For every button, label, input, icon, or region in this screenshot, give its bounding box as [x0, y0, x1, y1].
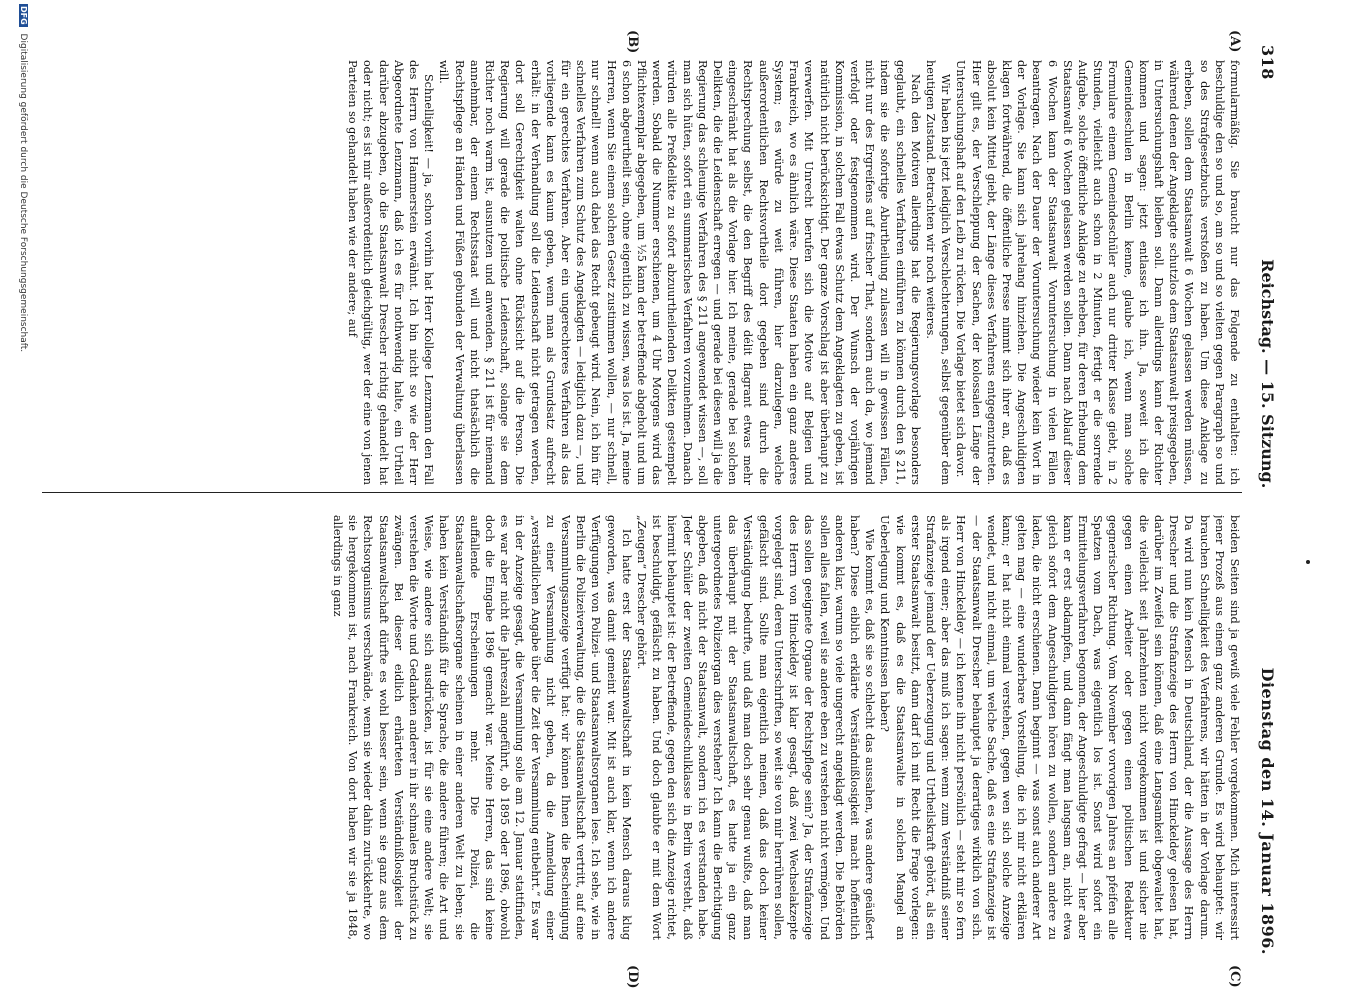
margin-marker-d: (D) [625, 965, 640, 989]
margin-marker-c: (C) [1227, 965, 1242, 988]
left-text-column [42, 60, 1242, 485]
credit-text: Digitalisierung gefördert durch die Deutsche Forschungsgemeinschaft. [18, 33, 28, 353]
page-date: Dienstag den 14. Januar 1896. [1258, 667, 1278, 955]
paragraph: Wir haben bis jetzt lediglich Verschlechterungen, selbst gegenüber dem heutigen Zustand. Betrachten wir noch weiteres. [923, 60, 953, 485]
page-title: Reichstag. — 15. Sitzung. [1258, 259, 1278, 489]
page-number: 318 [1258, 45, 1278, 80]
column-divider [42, 492, 1242, 493]
margin-marker-a: (A) [1227, 30, 1242, 53]
margin-marker-b: (B) [625, 30, 640, 54]
paragraph: formularmäßig. Sie braucht nur das Folgende zu enthalten: ich beschuldige den so und so, am so und so vielten gegen Paragraph so und so des Strafgesetzbuchs verstoßen zu haben. Um diese Anklage zu erheben, sollen dem Staatsanwalt 6 Wochen gelassen werden müssen, während denen der Angeklagte schutzlos dem Staatsanwalt preisgegeben, in Untersuchungshaft bleiben soll. Dann allerdings kann der Richter kommen und sagen: jetzt entlasse ich ihn. Ja, soweit ich die Gemeindeschulen in Berlin kenne, glaube ich, wenn man solche Formulare einem Gemeindeschüler auch nur dritter Klasse giebt, in 2 Stunden, vielleicht auch schon in 2 Minuten, fertigt er die sorrende Aufgabe, solche öffentliche Anklage zu erheben, für deren Erhebung dem Staatsanwalt 6 Wochen gelassen werden sollen. Dann nach Ablauf dieser 6 Wochen kann der Staatsanwalt Voruntersuchung in vielen Fällen beantragen. Nach der Dauer der Voruntersuchung wieder kein Wort in der Vorlage. Sie kann sich jahrelang hinziehen. Die Angeschuldigten klagen fortwährend, die öffentliche Presse nimmt sich ihrer an, daß es absolut kein Mittel giebt, der Länge dieses Verfahrens entgegenzutreten. Hier gilt es, der Verschleppung der Sachen, der kolossalen Länge der Untersuchungshaft auf den Leib zu rücken. Die Vorlage bietet sich davor. [954, 60, 1241, 485]
paragraph: Schnelligkeit! — ja, schon vorhin hat Herr Kollege Lenzmann den Fall des Herrn von Hammerstein erwähnt. Ich bin nicht so wie der Herr Abgeordnete Lenzmann, daß ich es für nothwendig halte, ein Urtheil darüber abzugeben, ob die Staatsanwalt Drescher richtig gehandelt hat oder nicht; es ist mir außerordentlich gleichgültig, wer der eine von jenen Parteien so gehandelt haben wie der andere; auf [346, 60, 436, 485]
paragraph: Wie kommt es, daß sie so schlecht das aussahen, was andere geäußert haben? Diese eiblich erklärte Verständnißlosigkeit macht hoffentlich anderen klar, warum so viele ungerecht angeklagt werden. Die Behörden sollen alles fallen, weil sie andere eben zu verstehen nicht vermögen. Und das sollen geeignete Organe der Rechtspflege sein? Ja, der Strafanzeige des Herrn von Hinckeldey ist klar gesagt, daß zwei Wechselakzepte vorgelegt sind, deren Unterschriften, so weit sie von mir herrühren sollen, gefälscht sind. Sollte man eigentlich meinen, daß das doch keiner Verständigung bedurfte, und daß man doch sehr genau wußte, daß man das überhaupt mit der Staatsanwaltschaft, es hatte ja ein ganz untergeordnetes Polizeiorgan dies verstehen? Ich kann die Berichtigung abgeben, daß nicht der Staatsanwalt, sondern ich es verstanden habe. Jeder Schüler der zweiten Gemeindeschulklasse in Berlin versteht, daß hiermit behauptet ist: der Betreffende, gegen den sich die Anzeige richtet, ist beschuldigt, gefälscht zu haben. Und doch glaubte er mit dem Wort „Zeugen“ Drescher gehört. [635, 515, 877, 940]
right-text-column [42, 515, 1242, 940]
page-header [1256, 45, 1280, 955]
scan-speck [1306, 560, 1310, 564]
digitization-credit [18, 0, 28, 1004]
paragraph: beiden Seiten sind ja gewiß viele Fehler vorgekommen. Mich interessirt jener Prozeß aus einem ganz anderen Grunde. Es wird behauptet: wir brauchen Schnelligkeit des Verfahrens, wir hätten in der Vorlage darum. Da wird nun kein Mensch in Deutschland, der die Aussage des Herrn Drescher und die Strafanzeige des Herrn von Hinckeldey gelesen hat, darüber im Zweifel sein können, daß eine Langsamkeit obgewaltet hat, die vielleicht seit Jahrzehnten nicht vorgekommen ist und sicher nie gegen einen Arbeiter oder gegen einen politischen Redakteur gegnerischer Richtung. Vom November vorvorigen Jahres an pfeifen alle Spatzen vom Dach, was eigentlich los ist. Sonst wird sofort ein Ermittelungsverfahren begonnen, der Angeschuldigte gefragt — hier aber kann er erst abdampfen, und dann fängt man langsam an, nicht etwa gleich sofort dem Angeschuldigten hören zu wollen, sondern andere zu laden, die nicht erschienen. Dann beginnt — was sonst auch anderer Art gelten mag — eine wunderbare Vorstellung, die ich mir nicht erklären kann; er hat nicht einmal verstehen, gegen wen sich solche Anzeige wendet, und nicht einmal, um welche Sache, daß es eine Strafanzeige ist — der Staatsanwalt Drescher behauptet ja derartiges wirklich von sich. Herr von Hinckeldey — ich kenne ihn nicht persönlich — steht mir so fern als irgend einer; aber das muß ich sagen: wenn zum Verständniß seiner Strafanzeige jemand der Ueberzeugung und Urtheilskraft gehört, als ein erster Staatsanwalt besitzt, dann darf ich mit Recht die Frage vorlegen: wie kommt es, daß es die Staatsanwalte in solchen Mangel an Ueberlegung und Kenntnissen haben? [878, 515, 1241, 940]
paragraph: Nach den Motiven allerdings hat die Regierungsvorlage besonders geglaubt, ein schnelles Verfahren einführen zu können durch den § 211, indem sie die sofortige Aburtheilung zulassen will in gewissen Fällen, nicht nur des Ergreifens auf frischer That, sondern auch da, wo jemand verfolgt oder festgenommen wird. Der Wunsch der vorjährigen Kommission, in solchem Fall etwas Schutz dem Angeklagten zu geben, ist natürlich nicht berücksichtigt. Der ganze Vorschlag ist aber überhaupt zu verwerfen. Mit Unrecht berufen sich die Motive auf Belgien und Frankreich, wo es ähnlich wäre. Diese Staaten haben ein ganz anderes System; es würde zu weit führen, hier darzulegen, welche außerordentlichen Rechtsvortheile dort gegeben sind durch die Rechtsprechung selbst, die den Begriff des délit flagrant etwas mehr eingeschränkt hat als die Vorlage hier. Ich meine, gerade bei solchen Delikten, die die Leidenschaft erregen — und gerade bei diesen will ja die Regierung das schleunige Verfahren des § 211 angewendet wissen —, soll man sich hüten, sofort ein summarisches Verfahren vorzunehmen. Danach würden alle Preßdelikte zu sofort abzuurtheilenden Delikten gestempelt werden. Sobald die Nummer erschienen, um 4 Uhr Morgens wird das Pflichtexemplar abgegeben, um ½5 kann der betreffende abgeholt und um 6 schon abgeurtheilt sein, ohne eigentlich zu wissen, was los ist. Ja, meine Herren, wenn Sie einem solchen Gesetz zustimmen wollen, — nur schnell, nur schnell! wenn auch dabei das Recht gebeugt wird. Nein, ich bin für schnelles Verfahren zum Schutz des Angeklagten — lediglich dazu —, und für ein gerechtes Verfahren. Aber ein ungerechteres Verfahren als das vorliegende kann es kaum geben, wenn man als Grundsatz aufrecht erhält: in der Verhandlung soll die Leidenschaft nicht getragen werden, dort soll Gerechtigkeit walten ohne Rücksicht auf die Person. Die Regierung will gerade die politische Leidenschaft, solange sie dem Richter noch warm ist, ausnutzen und anwenden. § 211 ist für niemand annehmbar, der einem Rechtsstaat will und nicht thatsächlich die Rechtspflege an Händen und Füßen gebunden der Verwaltung überlassen will. [437, 60, 922, 485]
dfg-logo-icon: DFG [19, 6, 28, 25]
paragraph: Ich hatte erst der Staatsanwaltschaft in kein Mensch daraus klug geworden, was damit gemeint war. Mit ist auch klar, wenn ich andere Verfügungen von Polizei- und Staatsanwaltsorganen lese. Ich sehe, wie in Berlin die Polizeiverwaltung, die die Staatsanwaltschaft vertritt, auf eine Versammlungsanzeige verfügt hat: wir können Ihnen die Bescheinigung zu einer Versammlung nicht geben, da die Anmeldung einer „verständlichen Angabe über die Zeit der Versammlung entbehrt.“ Es war in der Anzeige gesagt, die Versammlung solle am 12. Januar stattfinden, es war aber nicht die Jahreszahl angeführt, ob 1895 oder 1896, obwohl doch die Eingabe 1896 gemacht war. Meine Herren, das sind keine auffallende Erscheinungen mehr. Die Polizei, die Staatsanwaltschaftsorgane scheinen in einer anderen Welt zu leben; sie haben kein Verständniß für die Sprache, die andere führen; die Art und Weise, wie andere sich ausdrücken, ist für sie eine andere Welt; sie verstehen die Worte und Gedanken anderer in ihr schmales Bruchstück zu zwängen. Bei dieser eidlich erhärteten Verständnißlosigkeit der Staatsanwaltschaft dürfte es wohl besser sein, wenn sie ganz aus dem Rechtsorganismus verschwände, wenn sie wieder dahin zurückkehrte, wo sie hergekommen ist, nach Frankreich. Von dort haben wir sie ja 1848, allerdings in ganz [331, 515, 633, 940]
